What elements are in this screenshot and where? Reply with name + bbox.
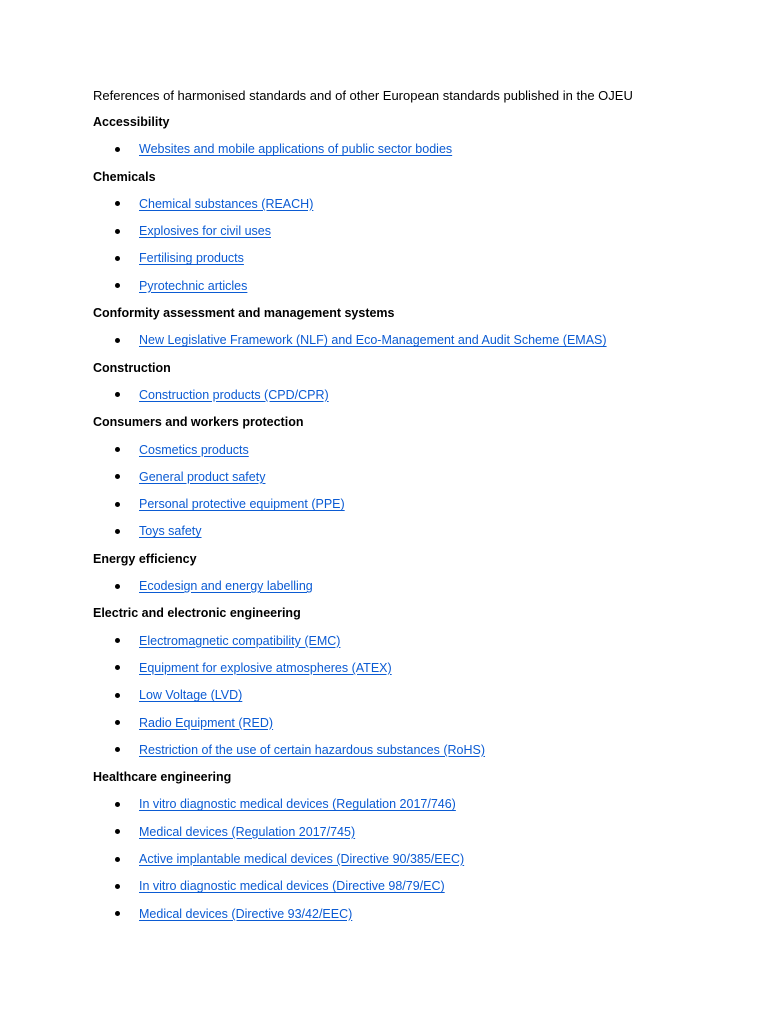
list-item — [93, 877, 733, 904]
bullet-icon — [115, 747, 120, 752]
link-chemical-substances[interactable]: Chemical substances (REACH) — [139, 196, 314, 211]
link-md-regulation[interactable]: Medical devices (Regulation 2017/745) — [139, 824, 356, 839]
section-title: Chemicals — [93, 169, 156, 184]
bullet-icon — [115, 911, 120, 916]
section-electric-electronic-engineering — [93, 604, 733, 768]
bullet-icon — [115, 474, 120, 479]
link-fertilising-products[interactable]: Fertilising products — [139, 251, 244, 266]
bullet-icon — [115, 256, 120, 261]
list-item — [93, 195, 733, 222]
link-ivd-directive[interactable]: In vitro diagnostic medical devices (Directive 98/79/EC) — [139, 879, 445, 894]
link-list — [93, 632, 733, 768]
link-nlf-emas[interactable]: New Legislative Framework (NLF) and Eco-Management and Audit Scheme (EMAS) — [139, 333, 607, 348]
list-item — [93, 741, 733, 768]
bullet-icon — [115, 884, 120, 889]
list-item — [93, 795, 733, 822]
list-item — [93, 140, 733, 167]
link-list — [93, 140, 733, 167]
bullet-icon — [115, 283, 120, 288]
link-list — [93, 795, 733, 931]
link-list — [93, 195, 733, 304]
section-energy-efficiency — [93, 550, 733, 605]
link-emc[interactable]: Electromagnetic compatibility (EMC) — [139, 633, 341, 648]
bullet-icon — [115, 857, 120, 862]
bullet-icon — [115, 802, 120, 807]
section-chemicals — [93, 168, 733, 304]
document-page — [93, 86, 733, 932]
link-toys-safety[interactable]: Toys safety — [139, 524, 202, 539]
link-ecodesign-energy-labelling[interactable]: Ecodesign and energy labelling — [139, 579, 313, 594]
list-item — [93, 850, 733, 877]
bullet-icon — [115, 502, 120, 507]
list-item — [93, 632, 733, 659]
list-item — [93, 495, 733, 522]
bullet-icon — [115, 665, 120, 670]
bullet-icon — [115, 638, 120, 643]
intro-text: References of harmonised standards and of other European standards published in the OJEU — [93, 88, 633, 103]
list-item — [93, 277, 733, 304]
link-list — [93, 577, 733, 604]
link-explosives[interactable]: Explosives for civil uses — [139, 224, 271, 239]
link-cosmetics-products[interactable]: Cosmetics products — [139, 442, 249, 457]
link-construction-products[interactable]: Construction products (CPD/CPR) — [139, 387, 329, 402]
list-item — [93, 249, 733, 276]
list-item — [93, 659, 733, 686]
list-item — [93, 905, 733, 932]
link-atex[interactable]: Equipment for explosive atmospheres (ATEX) — [139, 660, 392, 675]
list-item — [93, 686, 733, 713]
bullet-icon — [115, 201, 120, 206]
link-general-product-safety[interactable]: General product safety — [139, 469, 266, 484]
list-item — [93, 331, 733, 358]
link-ivd-regulation[interactable]: In vitro diagnostic medical devices (Regulation 2017/746) — [139, 797, 456, 812]
link-red[interactable]: Radio Equipment (RED) — [139, 715, 274, 730]
link-list — [93, 386, 733, 413]
section-conformity-assessment — [93, 304, 733, 359]
bullet-icon — [115, 447, 120, 452]
list-item — [93, 468, 733, 495]
section-consumers-workers-protection — [93, 413, 733, 549]
link-list — [93, 441, 733, 550]
link-list — [93, 331, 733, 358]
link-md-directive[interactable]: Medical devices (Directive 93/42/EEC) — [139, 906, 353, 921]
list-item — [93, 386, 733, 413]
list-item — [93, 714, 733, 741]
section-title: Healthcare engineering — [93, 770, 232, 785]
list-item — [93, 577, 733, 604]
section-title: Conformity assessment and management systems — [93, 306, 395, 321]
list-item — [93, 823, 733, 850]
section-healthcare-engineering — [93, 768, 733, 932]
section-title: Consumers and workers protection — [93, 415, 304, 430]
section-construction — [93, 359, 733, 414]
bullet-icon — [115, 693, 120, 698]
section-title: Construction — [93, 360, 171, 375]
bullet-icon — [115, 829, 120, 834]
bullet-icon — [115, 392, 120, 397]
section-title: Energy efficiency — [93, 551, 197, 566]
list-item — [93, 222, 733, 249]
bullet-icon — [115, 338, 120, 343]
bullet-icon — [115, 529, 120, 534]
link-ppe[interactable]: Personal protective equipment (PPE) — [139, 497, 345, 512]
link-lvd[interactable]: Low Voltage (LVD) — [139, 688, 243, 703]
bullet-icon — [115, 147, 120, 152]
section-title: Accessibility — [93, 115, 170, 129]
list-item — [93, 441, 733, 468]
section-accessibility — [93, 113, 733, 168]
section-title: Electric and electronic engineering — [93, 606, 301, 621]
list-item — [93, 522, 733, 549]
bullet-icon — [115, 584, 120, 589]
bullet-icon — [115, 720, 120, 725]
link-aimd-directive[interactable]: Active implantable medical devices (Directive 90/385/EEC) — [139, 852, 465, 867]
link-rohs[interactable]: Restriction of the use of certain hazardous substances (RoHS) — [139, 742, 486, 757]
link-pyrotechnic-articles[interactable]: Pyrotechnic articles — [139, 278, 248, 293]
bullet-icon — [115, 229, 120, 234]
link-websites-mobile-apps[interactable]: Websites and mobile applications of public sector bodies — [139, 142, 453, 157]
